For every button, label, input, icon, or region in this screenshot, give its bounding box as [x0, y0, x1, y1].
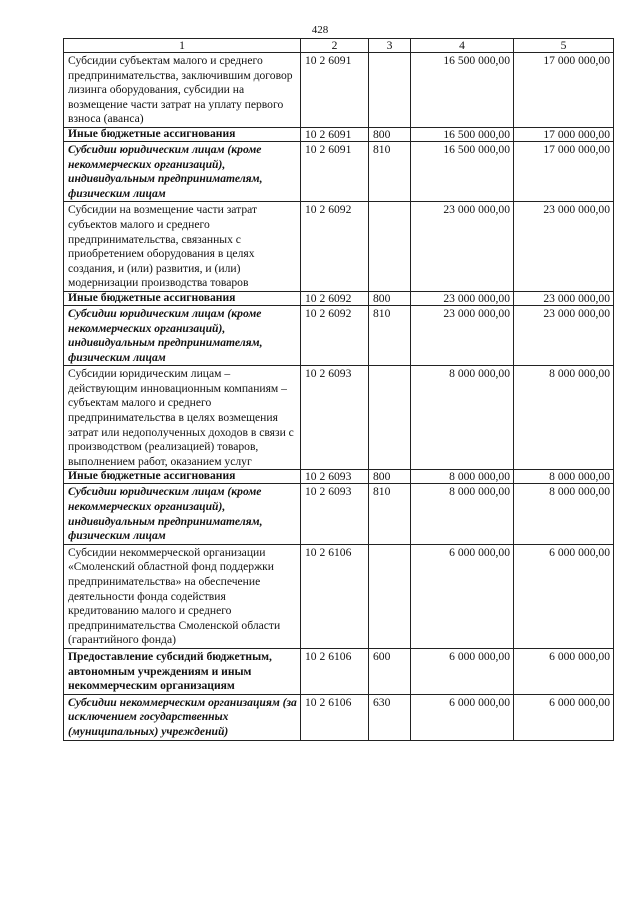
row-sum-col4: 16 500 000,00	[411, 127, 514, 141]
table-row	[64, 648, 614, 694]
row-sum-col5: 17 000 000,00	[514, 53, 614, 128]
table-row	[64, 53, 614, 128]
table-row	[64, 305, 614, 365]
row-sum-col4: 23 000 000,00	[411, 305, 514, 365]
row-sum-col5: 6 000 000,00	[514, 694, 614, 740]
row-sum-col5: 23 000 000,00	[514, 202, 614, 292]
row-name: Субсидии юридическим лицам (кроме некоммерческих организаций), индивидуальным предпринимателям, физическим лицам	[64, 141, 301, 201]
table-header-row	[64, 39, 614, 53]
table-row	[64, 141, 614, 201]
header-col-4: 4	[411, 39, 514, 53]
row-name: Субсидии некоммерческой организации «Смоленский областной фонд поддержки предпринимательства» на обеспечение деятельности фонда содействия кредитованию малого и среднего предпринимательства Смоленской области (гарантийного фонда)	[64, 544, 301, 648]
header-col-5: 5	[514, 39, 614, 53]
row-target-code: 10 2 6091	[301, 127, 369, 141]
row-target-code: 10 2 6106	[301, 694, 369, 740]
row-expense-type	[369, 366, 411, 470]
row-name: Иные бюджетные ассигнования	[64, 127, 301, 141]
row-sum-col5: 23 000 000,00	[514, 291, 614, 305]
table-row	[64, 127, 614, 141]
row-sum-col4: 6 000 000,00	[411, 694, 514, 740]
row-target-code: 10 2 6092	[301, 305, 369, 365]
row-expense-type: 800	[369, 470, 411, 484]
row-sum-col5: 17 000 000,00	[514, 127, 614, 141]
table-row	[64, 470, 614, 484]
table-row	[64, 202, 614, 292]
row-sum-col5: 6 000 000,00	[514, 544, 614, 648]
row-sum-col5: 23 000 000,00	[514, 305, 614, 365]
row-expense-type	[369, 544, 411, 648]
page-number: 428	[311, 24, 329, 36]
row-name: Субсидии юридическим лицам (кроме некоммерческих организаций), индивидуальным предпринимателям, физическим лицам	[64, 305, 301, 365]
row-target-code: 10 2 6091	[301, 53, 369, 128]
row-target-code: 10 2 6093	[301, 484, 369, 544]
table-row	[64, 291, 614, 305]
row-target-code: 10 2 6092	[301, 202, 369, 292]
header-col-2: 2	[301, 39, 369, 53]
row-sum-col4: 23 000 000,00	[411, 202, 514, 292]
budget-table	[63, 38, 614, 741]
row-expense-type: 600	[369, 648, 411, 694]
row-sum-col4: 16 500 000,00	[411, 141, 514, 201]
row-sum-col4: 8 000 000,00	[411, 470, 514, 484]
row-name: Субсидии субъектам малого и среднего предпринимательства, заключившим договор лизинга оборудования, субсидии на возмещение части затрат на уплату первого взноса (аванса)	[64, 53, 301, 128]
row-sum-col4: 6 000 000,00	[411, 544, 514, 648]
row-sum-col4: 6 000 000,00	[411, 648, 514, 694]
row-sum-col5: 8 000 000,00	[514, 470, 614, 484]
row-name: Субсидии юридическим лицам (кроме некоммерческих организаций), индивидуальным предпринимателям, физическим лицам	[64, 484, 301, 544]
row-target-code: 10 2 6092	[301, 291, 369, 305]
row-sum-col5: 17 000 000,00	[514, 141, 614, 201]
table-row	[64, 694, 614, 740]
row-sum-col5: 8 000 000,00	[514, 484, 614, 544]
row-expense-type: 810	[369, 305, 411, 365]
row-target-code: 10 2 6106	[301, 648, 369, 694]
row-sum-col5: 6 000 000,00	[514, 648, 614, 694]
row-expense-type	[369, 202, 411, 292]
row-name: Предоставление субсидий бюджетным, автономным учреждениям и иным некоммерческим организациям	[64, 648, 301, 694]
table-row	[64, 366, 614, 470]
row-expense-type: 810	[369, 484, 411, 544]
row-target-code: 10 2 6093	[301, 366, 369, 470]
header-col-3: 3	[369, 39, 411, 53]
table-row	[64, 544, 614, 648]
row-name: Субсидии некоммерческим организациям (за исключением государственных (муниципальных) учреждений)	[64, 694, 301, 740]
row-sum-col4: 8 000 000,00	[411, 366, 514, 470]
row-sum-col4: 23 000 000,00	[411, 291, 514, 305]
row-expense-type: 630	[369, 694, 411, 740]
row-sum-col4: 8 000 000,00	[411, 484, 514, 544]
row-expense-type	[369, 53, 411, 128]
row-expense-type: 810	[369, 141, 411, 201]
table-row	[64, 484, 614, 544]
header-col-1: 1	[64, 39, 301, 53]
row-expense-type: 800	[369, 291, 411, 305]
row-target-code: 10 2 6091	[301, 141, 369, 201]
row-target-code: 10 2 6106	[301, 544, 369, 648]
row-name: Иные бюджетные ассигнования	[64, 291, 301, 305]
row-expense-type: 800	[369, 127, 411, 141]
row-target-code: 10 2 6093	[301, 470, 369, 484]
row-name: Иные бюджетные ассигнования	[64, 470, 301, 484]
row-sum-col5: 8 000 000,00	[514, 366, 614, 470]
row-name: Субсидии юридическим лицам – действующим инновационным компаниям – субъектам малого и среднего предпринимательства в целях возмещения затрат или недополученных доходов в связи с производством (реализацией) товаров, выполнением работ, оказанием услуг	[64, 366, 301, 470]
row-sum-col4: 16 500 000,00	[411, 53, 514, 128]
row-name: Субсидии на возмещение части затрат субъектов малого и среднего предпринимательства, связанных с приобретением оборудования в целях создания, и (или) развития, и (или) модернизации производства товаров	[64, 202, 301, 292]
